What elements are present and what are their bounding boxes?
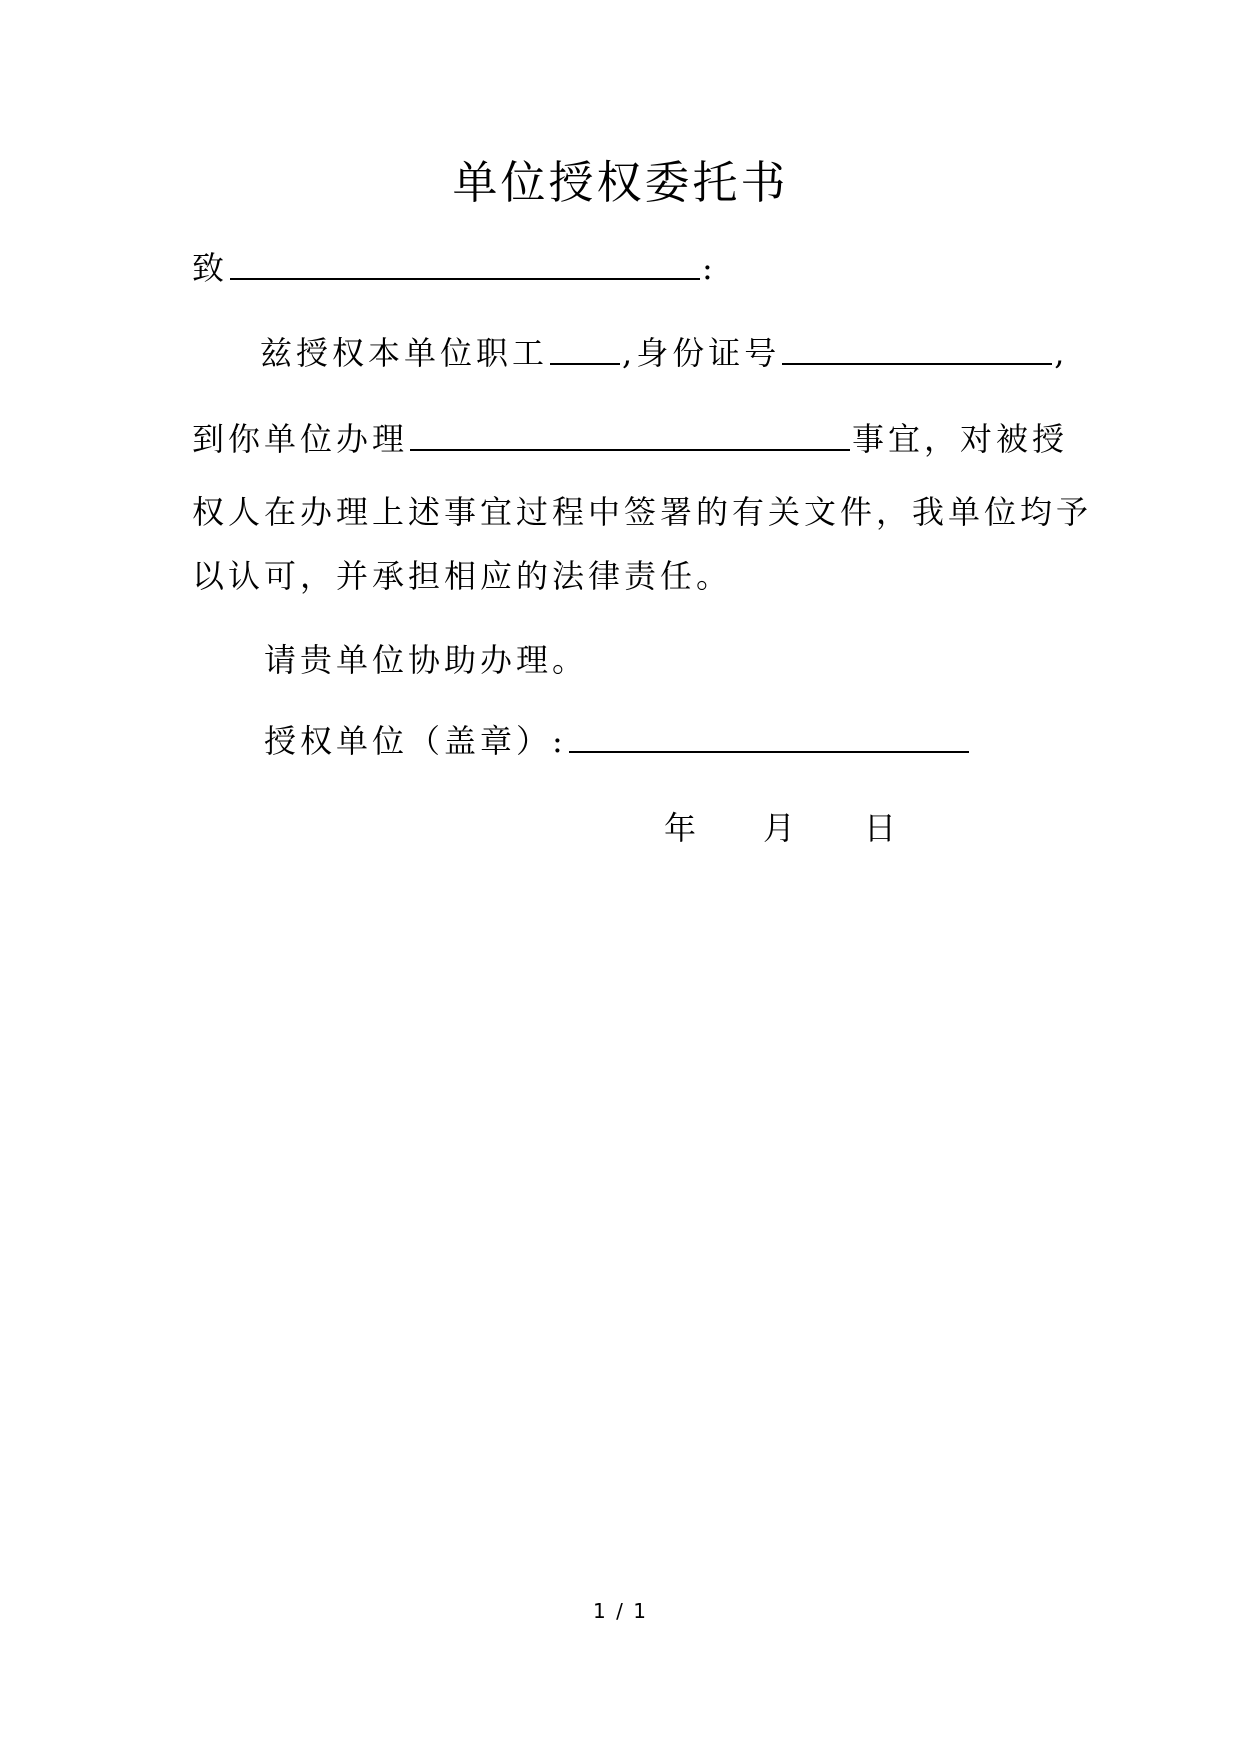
date-day: 日: [864, 809, 897, 847]
para2-line1-start: 到你单位办理: [192, 420, 409, 458]
addressee-line: [192, 248, 717, 288]
signature-line: [264, 721, 971, 761]
authorization-paragraph-line-3: 权人在办理上述事宜过程中签署的有关文件，我单位均予: [192, 493, 1093, 531]
authorization-paragraph-line-1: [260, 333, 1068, 373]
date-year: 年: [664, 809, 697, 847]
addressee-prefix: 致: [192, 249, 229, 287]
signature-label: 授权单位（盖章）:: [264, 722, 567, 760]
id-number-blank[interactable]: [782, 347, 1052, 365]
addressee-blank[interactable]: [230, 262, 700, 280]
para2-line1-end: 事宜，对被授: [852, 420, 1069, 458]
authorization-paragraph-line-4: 以认可，并承担相应的法律责任。: [192, 557, 733, 595]
signature-blank[interactable]: [569, 735, 969, 753]
page-number: 1 / 1: [593, 1599, 648, 1623]
para1-text-3: ,: [1054, 334, 1069, 372]
request-line: 请贵单位协助办理。: [264, 641, 589, 679]
authorization-paragraph-line-2: [192, 419, 1068, 459]
date-month: 月: [763, 809, 796, 847]
addressee-suffix: :: [702, 249, 717, 287]
employee-name-blank[interactable]: [550, 347, 620, 365]
para1-text-1: 兹授权本单位职工: [260, 334, 549, 372]
para1-text-2: ,身份证号: [622, 334, 781, 372]
document-title: 单位授权委托书: [452, 156, 789, 209]
matter-blank[interactable]: [410, 433, 850, 451]
